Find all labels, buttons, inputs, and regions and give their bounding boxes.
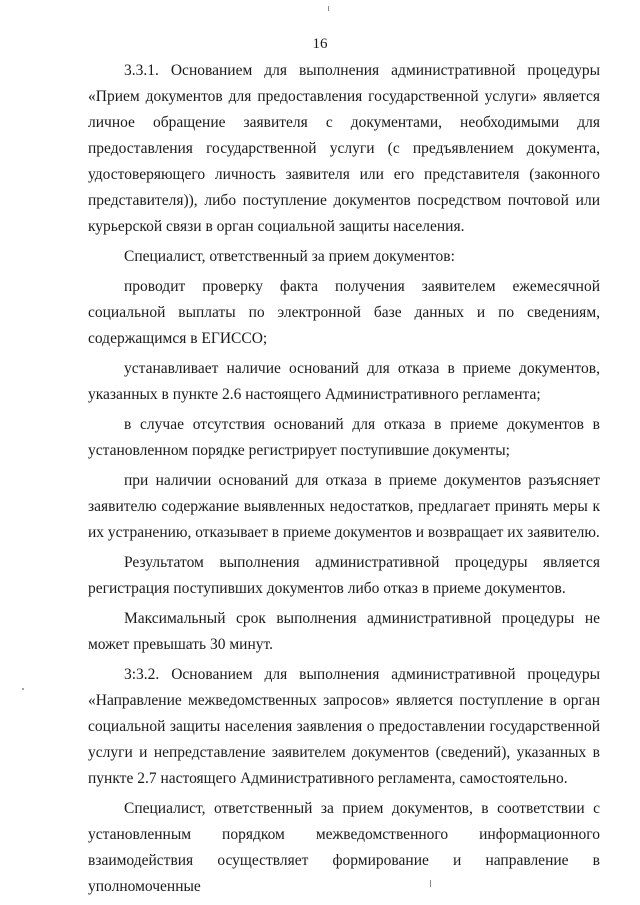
paragraph-refusal-grounds: устанавливает наличие оснований для отказа в приеме документов, указанных в пункте 2.6 настоящего Административного регламента; [88,360,600,403]
page-number: 16 [312,36,328,52]
paragraph-3-3-1: 3.3.1. Основанием для выполнения административной процедуры «Прием документов для предоставления государственной услуги» является личное обращение заявителя с документами, необходимыми для предоставления государственной услуги (с предъявлением документа, удостоверяющего личность заявителя или его представителя (законного представителя)), либо поступление документов посредством почтовой или курьерской связи в орган социальной защиты населения. [88,62,600,235]
scan-artifact [22,688,24,690]
paragraph-check-egisso: проводит проверку факта получения заявителем ежемесячной социальной выплаты по электронной базе данных и по сведениям, содержащимся в ЕГИССО; [88,278,600,347]
document-body [88,58,600,900]
scan-artifact [328,6,329,11]
paragraph-registration: в случае отсутствия оснований для отказа в приеме документов в установленном порядке регистрирует поступившие документы; [88,416,600,459]
paragraph-max-duration: Максимальный срок выполнения административной процедуры не может превышать 30 минут. [88,610,600,653]
paragraph-specialist-intro: Специалист, ответственный за прием документов: [124,248,455,265]
paragraph-3-3-2: 3:3.2. Основанием для выполнения административной процедуры «Направление межведомственных запросов» является поступление в орган социальной защиты населения заявления о предоставлении государственной услуги и непредставление заявителем документов (сведений), указанных в пункте 2.7 настоящего Административного регламента, самостоятельно. [88,666,600,787]
paragraph-interagency: Специалист, ответственный за прием документов, в соответствии с установленным порядком межведомственного информационного взаимодействия осуществляет формирование и направление в уполномоченные [88,800,600,895]
paragraph-result: Результатом выполнения административной процедуры является регистрация поступивших документов либо отказ в приеме документов. [88,554,600,597]
paragraph-explanation: при наличии оснований для отказа в приеме документов разъясняет заявителю содержание выявленных недостатков, предлагает принять меры к их устранению, отказывает в приеме документов и возвращает их заявителю. [88,472,600,541]
